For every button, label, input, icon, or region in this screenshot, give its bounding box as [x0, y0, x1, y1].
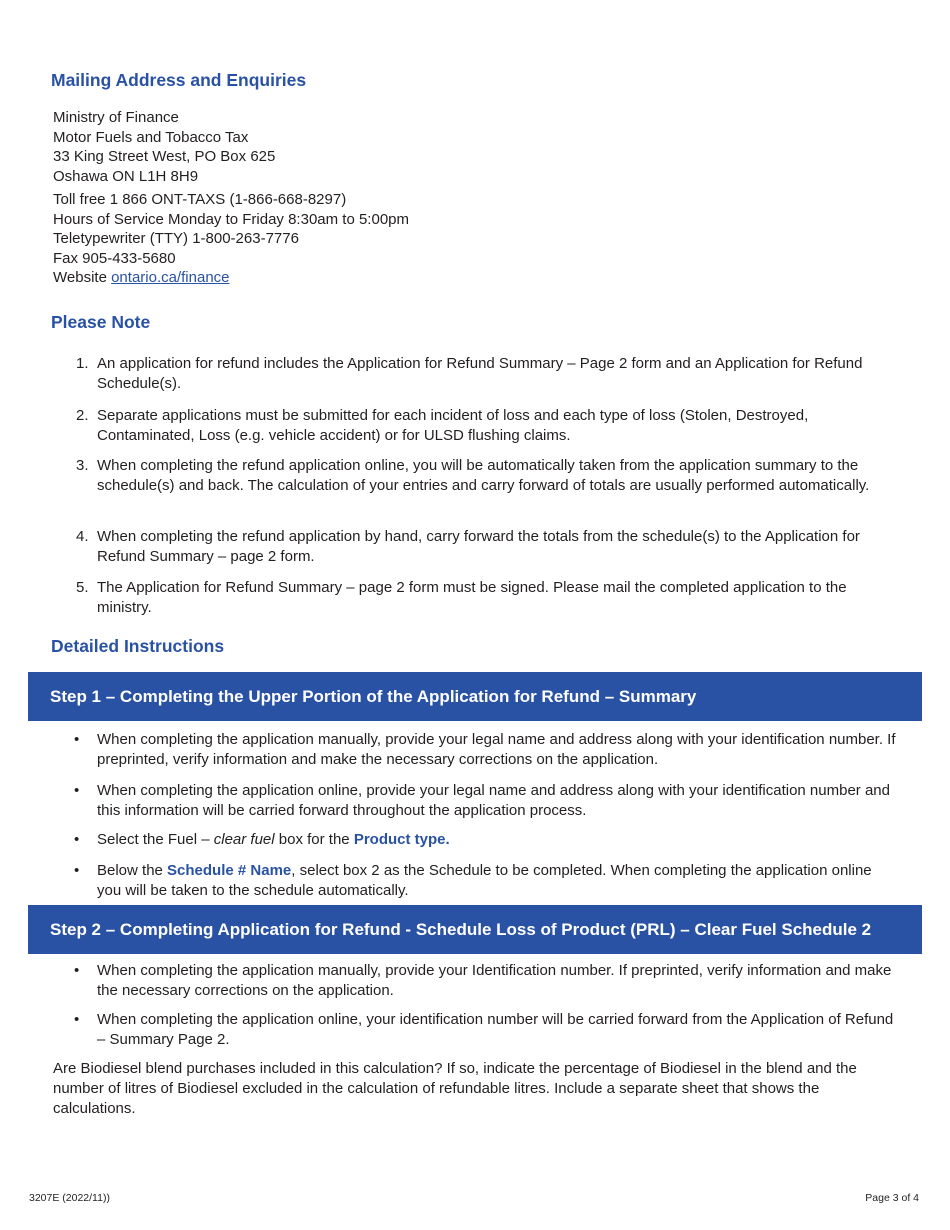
page-number: Page 3 of 4 — [865, 1192, 919, 1204]
list-text: When completing the refund application by hand, carry forward the totals from the schedule(s) to the Application for Refund Summary – page 2 form. — [97, 528, 860, 565]
product-type-label: Product type. — [353, 831, 450, 848]
list-text: When completing the application manually, provide your legal name and address along with your identification number. If preprinted, verify information and make the necessary corrections on the application. — [97, 731, 896, 768]
list-text: An application for refund includes the Application for Refund Summary – Page 2 form and an Application for Refund Schedule(s). — [97, 355, 863, 392]
website-line — [53, 268, 409, 288]
bullet: • — [74, 782, 80, 799]
address-line: Oshawa ON L1H 8H9 — [53, 167, 199, 185]
schedule-name-label: Schedule # Name — [167, 862, 292, 879]
text-run: Below the — [97, 862, 168, 879]
list-text — [97, 830, 897, 850]
list-text: Separate applications must be submitted for each incident of loss and each type of loss (Stolen, Destroyed, Contaminated, Loss (e.g. vehicle accident) or for ULSD flushing claims. — [97, 407, 809, 444]
contact-line: Toll free 1 866 ONT-TAXS (1-866-668-8297) — [53, 191, 347, 208]
contact-line: Hours of Service Monday to Friday 8:30am to 5:00pm — [53, 210, 410, 228]
detailed-heading: Detailed Instructions — [51, 636, 225, 656]
list-number: 1. — [76, 355, 89, 372]
list-text — [97, 861, 897, 901]
contact-line: Fax 905-433-5680 — [53, 249, 176, 267]
contact-line: Teletypewriter (TTY) 1-800-263-7776 — [53, 230, 299, 248]
form-code: 3207E (2022/11)) — [29, 1192, 110, 1204]
list-number: 4. — [76, 528, 89, 545]
website-link[interactable]: ontario.ca/finance — [111, 269, 230, 287]
list-text: When completing the refund application online, you will be automatically taken from the application summary to the schedule(s) and back. The calculation of your entries and carry forward of totals are usually performed automatically. — [97, 457, 870, 494]
text-run: Select the Fuel – — [97, 831, 214, 848]
note-heading: Please Note — [51, 312, 151, 332]
bullet: • — [74, 1011, 80, 1028]
step2-header: Step 2 – Completing Application for Refund - Schedule Loss of Product (PRL) – Clear Fuel Schedule 2 — [28, 905, 922, 954]
bullet: • — [74, 731, 80, 748]
list-number: 2. — [76, 407, 89, 424]
list-number: 3. — [76, 457, 89, 474]
bullet: • — [74, 862, 80, 879]
address-line: 33 King Street West, PO Box 625 — [53, 148, 276, 166]
text-italic: clear fuel — [213, 831, 275, 848]
list-text: When completing the application online, provide your legal name and address along with your identification number and this information will be carried forward throughout the application process. — [97, 782, 890, 819]
address-line: Motor Fuels and Tobacco Tax — [53, 128, 249, 146]
list-text: The Application for Refund Summary – page 2 form must be signed. Please mail the completed application to the ministry. — [97, 579, 847, 616]
text-run: box for the — [274, 831, 354, 848]
website-label: Website — [53, 269, 107, 287]
biodiesel-paragraph: Are Biodiesel blend purchases included in this calculation? If so, indicate the percentage of Biodiesel in the blend and the number of litres of Biodiesel excluded in the calculation of refundable litres. Include a separate sheet that shows the calculations. — [53, 1060, 857, 1117]
mailing-address — [53, 108, 275, 186]
contact-info — [53, 190, 409, 288]
text-run: , select box 2 as the Schedule to be completed. When completing the application online you will be taken to the schedule automatically. — [97, 862, 872, 899]
list-text: When completing the application manually, provide your Identification number. If preprinted, verify information and make the necessary corrections on the application. — [97, 962, 892, 999]
address-line: Ministry of Finance — [53, 109, 179, 126]
step1-header: Step 1 – Completing the Upper Portion of the Application for Refund – Summary — [28, 672, 922, 721]
bullet: • — [74, 831, 80, 848]
list-number: 5. — [76, 579, 89, 596]
bullet: • — [74, 962, 80, 979]
mailing-heading: Mailing Address and Enquiries — [51, 70, 307, 90]
list-text: When completing the application online, your identification number will be carried forward from the Application of Refund – Summary Page 2. — [97, 1011, 894, 1048]
